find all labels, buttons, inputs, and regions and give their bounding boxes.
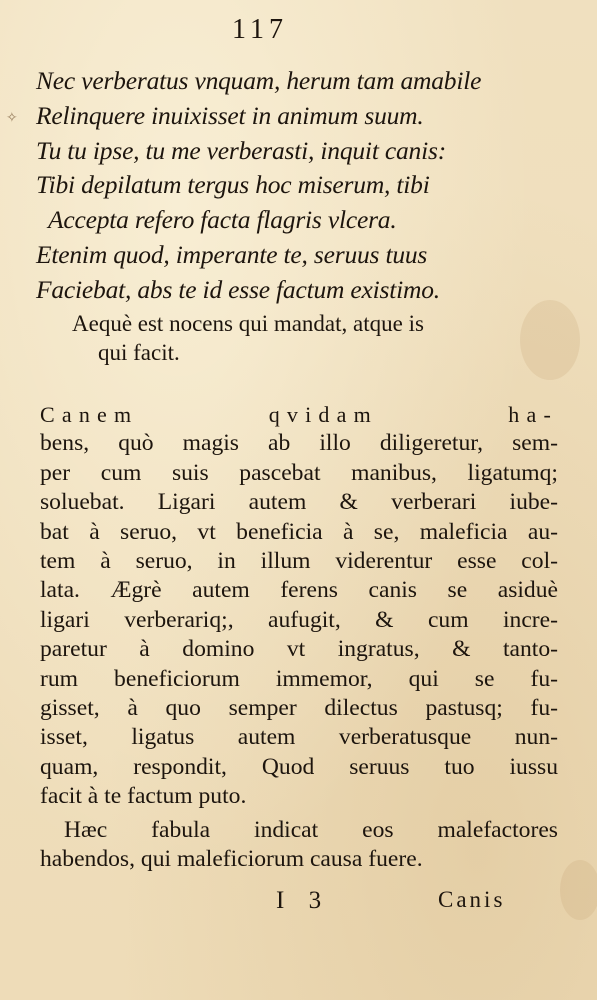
lesson-paragraph bbox=[40, 816, 558, 875]
verse-line: Accepta refero facta flagris vlcera. bbox=[48, 205, 397, 235]
fable-line: facit à te factum puto. bbox=[40, 783, 247, 810]
catchword: Canis bbox=[438, 887, 506, 912]
page-number: 117 bbox=[232, 14, 288, 45]
fable-line: ligari verberariq;, aufugit, & cum incre- bbox=[40, 606, 558, 633]
page-footer bbox=[0, 887, 597, 921]
fable-line: rum beneficiorum immemor, qui se fu- bbox=[40, 665, 558, 692]
fable-line: isset, ligatus autem verberatusque nun- bbox=[40, 724, 558, 751]
verse-line: Tibi depilatum tergus hoc miserum, tibi bbox=[36, 170, 430, 200]
signature-mark: I 3 bbox=[276, 887, 331, 914]
verse-block bbox=[36, 64, 566, 308]
fable-line: soluebat. Ligari autem & verberari iube- bbox=[40, 489, 558, 516]
fable-line: Canem qvidam ha- bbox=[40, 402, 558, 427]
fable-line: per cum suis pascebat manibus, ligatumq; bbox=[40, 459, 558, 486]
verse-line: Tu tu ipse, tu me verberasti, inquit canis: bbox=[36, 135, 446, 165]
fable-line: bat à seruo, vt beneficia à se, maleficia au- bbox=[40, 518, 558, 545]
verse-line: Nec verberatus vnquam, herum tam amabile bbox=[36, 66, 482, 95]
lesson-line: Hæc fabula indicat eos malefactores bbox=[64, 817, 558, 843]
moral-line: Aequè est nocens qui mandat, atque is bbox=[72, 311, 424, 336]
fable-line: lata. Ægrè autem ferens canis se asiduè bbox=[40, 577, 558, 604]
lesson-line: habendos, qui maleficiorum causa fuere. bbox=[40, 846, 423, 873]
fable-paragraph bbox=[40, 400, 558, 812]
fable-line: quam, respondit, Quod seruus tuo iussu bbox=[40, 753, 558, 780]
moral-line: qui facit. bbox=[98, 340, 180, 365]
fable-line: gisset, à quo semper dilectus pastusq; fu- bbox=[40, 695, 558, 722]
fable-line: paretur à domino vt ingratus, & tanto- bbox=[40, 636, 558, 663]
fable-line: tem à seruo, in illum viderentur esse col- bbox=[40, 548, 558, 575]
verse-line: Relinquere inuixisset in animum suum. bbox=[36, 100, 424, 130]
fable-line: bens, quò magis ab illo diligeretur, sem- bbox=[40, 430, 558, 457]
margin-mark-icon: ✧ bbox=[6, 110, 18, 126]
verse-line: Faciebat, abs te id esse factum existimo. bbox=[36, 274, 440, 304]
moral-block bbox=[72, 309, 542, 367]
verse-line: Etenim quod, imperante te, seruus tuus bbox=[36, 239, 428, 269]
